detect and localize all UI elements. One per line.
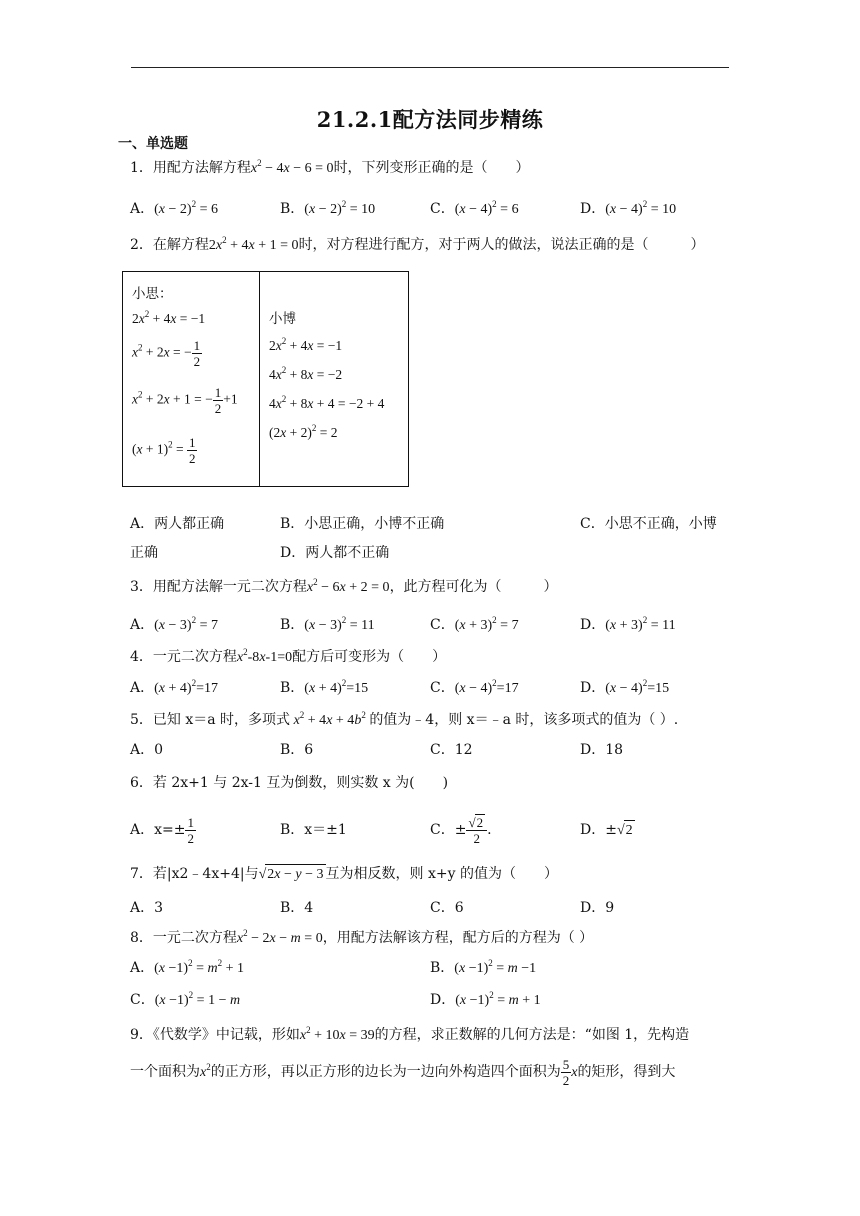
q5-option-c[interactable]: C．12 [430,742,473,758]
right-name: 小博 [269,311,296,327]
q8-option-d[interactable]: D．$(x -1)^2 = m + 1$ [430,990,541,1008]
header-rule [131,67,729,68]
q3-option-d[interactable]: D．$(x + 3)^2 = 11$ [580,615,676,633]
q5-option-d[interactable]: D．18 [580,742,624,758]
q1-prefix: 1．用配方法解方程 [130,160,251,176]
q1-option-c[interactable]: C．$(x - 4)^2 = 6$ [430,199,519,217]
right-step-3: $4x^2 + 8x + 4 = -2 + 4$ [269,394,385,411]
q6-option-c[interactable]: C．± $\frac{√2}{2}$ . [430,815,492,846]
page-title: 21.2.1配方法同步精练 [316,107,544,132]
q6-option-a[interactable]: A．x=± $\frac{1}{2}$ [130,814,194,846]
q3-option-c[interactable]: C．$(x + 3)^2 = 7$ [430,615,519,633]
q6-option-d[interactable]: D．±√2 [580,820,635,841]
right-step-4: $(2x + 2)^2 = 2$ [269,423,338,440]
q1-equation: $x^2 - 4x - 6 = 0$ [250,158,334,176]
q8-option-b[interactable]: B．$(x -1)^2 = m -1$ [430,958,537,976]
question-4: 4．一元二次方程$x^2-8x-1=0$配方后可变形为（ ） [130,647,447,665]
left-step-3: $x^2 + 2x + 1$ = − $\frac{1}{2}$ +1 [132,385,238,416]
right-step-1: $2x^2 + 4x = -1$ [269,336,343,353]
q4-option-a[interactable]: A．$(x + 4)^2=17$ [130,678,218,696]
left-step-1: $2x^2 + 4x = -1$ [132,309,206,326]
q2-solution-table [122,271,409,487]
question-2: 2．在解方程$2x^2 + 4x + 1 = 0$时，对方程进行配方，对于两人的做法，说法正确的是（ ） [130,235,705,253]
left-step-4: $(x + 1)^2$ = $\frac{1}{2}$ [132,435,196,466]
section-heading: 一、单选题 [118,136,188,152]
question-5: 5．已知 x＝a 时，多项式 $x^2 + 4x + 4b^2$ 的值为﹣4，则 x＝﹣a 时，该多项式的值为（ ）. [130,710,679,728]
q2-option-c-cont: 正确 [130,545,158,561]
q1-option-d[interactable]: D．$(x - 4)^2 = 10$ [580,199,677,217]
question-9-line-2: 一个面积为$x^2$的正方形，再以正方形的边长为一边向外构造四个面积为 $\frac{5}{2}$ x的矩形，得到大 [130,1056,676,1088]
q8-option-a[interactable]: A．$(x -1)^2 = m^2 + 1$ [130,958,245,976]
q7-option-c[interactable]: C．6 [430,900,464,916]
q7-option-a[interactable]: A．3 [130,900,164,916]
q2-option-c[interactable]: C．小思不正确，小博 [580,516,717,532]
q2-option-a[interactable]: A．两人都正确 [130,516,225,532]
q4-option-d[interactable]: D．$(x - 4)^2=15$ [580,678,670,696]
q1-option-b[interactable]: B．$(x - 2)^2 = 10$ [280,199,376,217]
q1-option-a[interactable]: A．$(x - 2)^2 = 6$ [130,199,218,217]
question-3: 3．用配方法解一元二次方程$x^2 - 6x + 2 = 0$，此方程可化为（ ） [130,577,558,595]
question-6: 6．若 2x+1 与 2x-1 互为倒数，则实数 x 为( ) [130,775,449,791]
q4-option-b[interactable]: B．$(x + 4)^2=15$ [280,678,369,696]
question-9-line-1: 9．《代数学》中记载，形如$x^2 + 10x = 39$的方程，求正数解的几何方法是：“如图 1，先构造 [130,1025,690,1043]
q2-option-b[interactable]: B．小思正确，小博不正确 [280,516,445,532]
q1-suffix: 时，下列变形正确的是（ ） [333,160,530,176]
question-7: 7．若|x2﹣4x+4|与√2x − y − 3 互为相反数，则 x+y 的值为（ ） [130,864,558,885]
q8-option-c[interactable]: C．$(x -1)^2 = 1 - m$ [130,990,241,1008]
left-name: 小思： [132,286,173,302]
question-1 [130,158,530,179]
q3-option-a[interactable]: A．$(x - 3)^2 = 7$ [130,615,218,633]
right-step-2: $4x^2 + 8x = -2$ [269,365,343,382]
q4-option-c[interactable]: C．$(x - 4)^2=17$ [430,678,519,696]
q5-option-b[interactable]: B．6 [280,742,314,758]
q3-option-b[interactable]: B．$(x - 3)^2 = 11$ [280,615,375,633]
q6-option-b[interactable]: B．x＝±1 [280,822,347,838]
question-8: 8．一元二次方程$x^2 - 2x - m = 0$，用配方法解该方程，配方后的方程为（ ） [130,928,594,946]
q7-option-d[interactable]: D．9 [580,900,615,916]
q5-option-a[interactable]: A．0 [130,742,164,758]
q2-option-d[interactable]: D．两人都不正确 [280,545,390,561]
left-step-2: $x^2 + 2x$ = − $\frac{1}{2}$ [132,338,201,369]
table-divider [259,272,260,486]
q7-option-b[interactable]: B．4 [280,900,314,916]
